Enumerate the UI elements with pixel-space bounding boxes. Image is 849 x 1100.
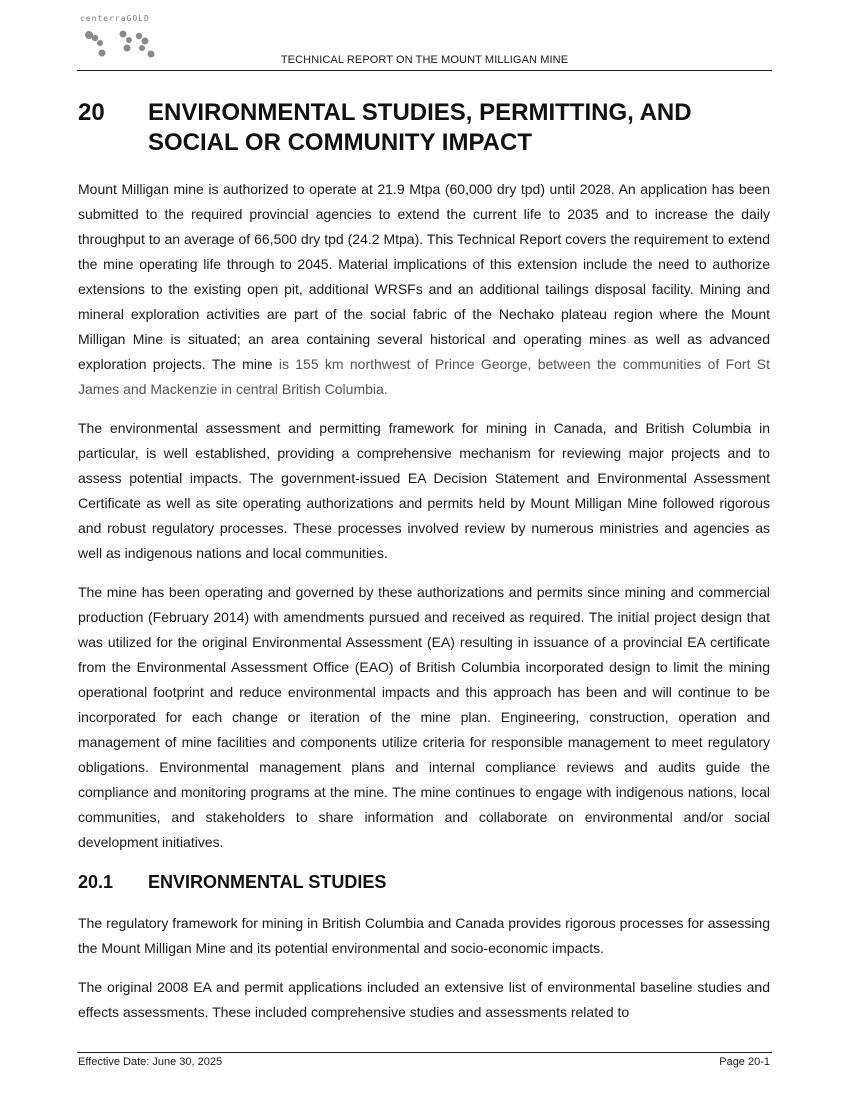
paragraph-intro-location-text: is 155 km northwest of Prince George, between the communities of Fort St James and Mackenzie in central British Columbia. xyxy=(78,356,770,397)
section-number: 20.1 xyxy=(78,872,114,892)
footer-divider xyxy=(77,1052,772,1053)
chapter-heading xyxy=(78,98,778,158)
logo-text: centerraGOLD xyxy=(80,14,150,23)
running-header-title: TECHNICAL REPORT ON THE MOUNT MILLIGAN MINE xyxy=(280,54,569,66)
paragraph-baseline: The original 2008 EA and permit applications included an extensive list of environmental baseline studies and effects assessments. These included comprehensive studies and assessments related to xyxy=(78,979,770,1020)
page-number: Page 20-1 xyxy=(719,1056,770,1068)
chapter-title: ENVIRONMENTAL STUDIES, PERMITTING, AND SOCIAL OR COMMUNITY IMPACT xyxy=(148,99,692,156)
section-title: ENVIRONMENTAL STUDIES xyxy=(148,872,387,892)
paragraph-intro xyxy=(78,177,770,402)
section-heading xyxy=(78,872,386,893)
paragraph-operations: The mine has been operating and governed by these authorizations and permits since mining and commercial production (February 2014) with amendments pursued and received as required. The initial project design that was utilized for the original Environmental Assessment (EA) resulting in issuance of a provincial EA certificate from the Environmental Assessment Office (EAO) of British Columbia incorporated design to limit the mining operational footprint and reduce environmental impacts and this approach has been and will continue to be incorporated for each change or iteration of the mine plan. Engineering, construction, operation and management of mine facilities and components utilize criteria for responsible management to meet regulatory obligations. Environmental management plans and internal compliance reviews and audits guide the compliance and monitoring programs at the mine. The mine continues to engage with indigenous nations, local communities, and stakeholders to share information and collaborate on environmental and/or social development initiatives. xyxy=(78,584,770,850)
chapter-number: 20 xyxy=(78,99,105,126)
paragraph-framework: The environmental assessment and permitting framework for mining in Canada, and British Columbia in particular, is well established, providing a comprehensive mechanism for reviewing major projects and to assess potential impacts. The government-issued EA Decision Statement and Environmental Assessment Certificate as well as site operating authorizations and permits held by Mount Milligan Mine followed rigorous and robust regulatory processes. These processes involved review by numerous ministries and agencies as well as indigenous nations and local communities. xyxy=(78,420,770,561)
effective-date: Effective Date: June 30, 2025 xyxy=(78,1056,223,1068)
paragraph-intro-text: Mount Milligan mine is authorized to operate at 21.9 Mtpa (60,000 dry tpd) until 2028. An application has been submitted to the required provincial agencies to extend the current life to 2035 and to increase the daily throughput to an average of 66,500 dry tpd (24.2 Mtpa). This Technical Report covers the requirement to extend the mine operating life through to 2045. Material implications of this extension include the need to authorize extensions to the existing open pit, additional WRSFs and an additional tailings disposal facility. Mining and mineral exploration activities are part of the social fabric of the Nechako plateau region where the Mount Milligan Mine is situated; an area containing several historical and operating mines as well as advanced exploration projects. The mine xyxy=(78,181,770,372)
paragraph-regulatory: The regulatory framework for mining in British Columbia and Canada provides rigorous processes for assessing the Mount Milligan Mine and its potential environmental and socio-economic impacts. xyxy=(78,915,770,956)
header-divider xyxy=(77,70,772,71)
